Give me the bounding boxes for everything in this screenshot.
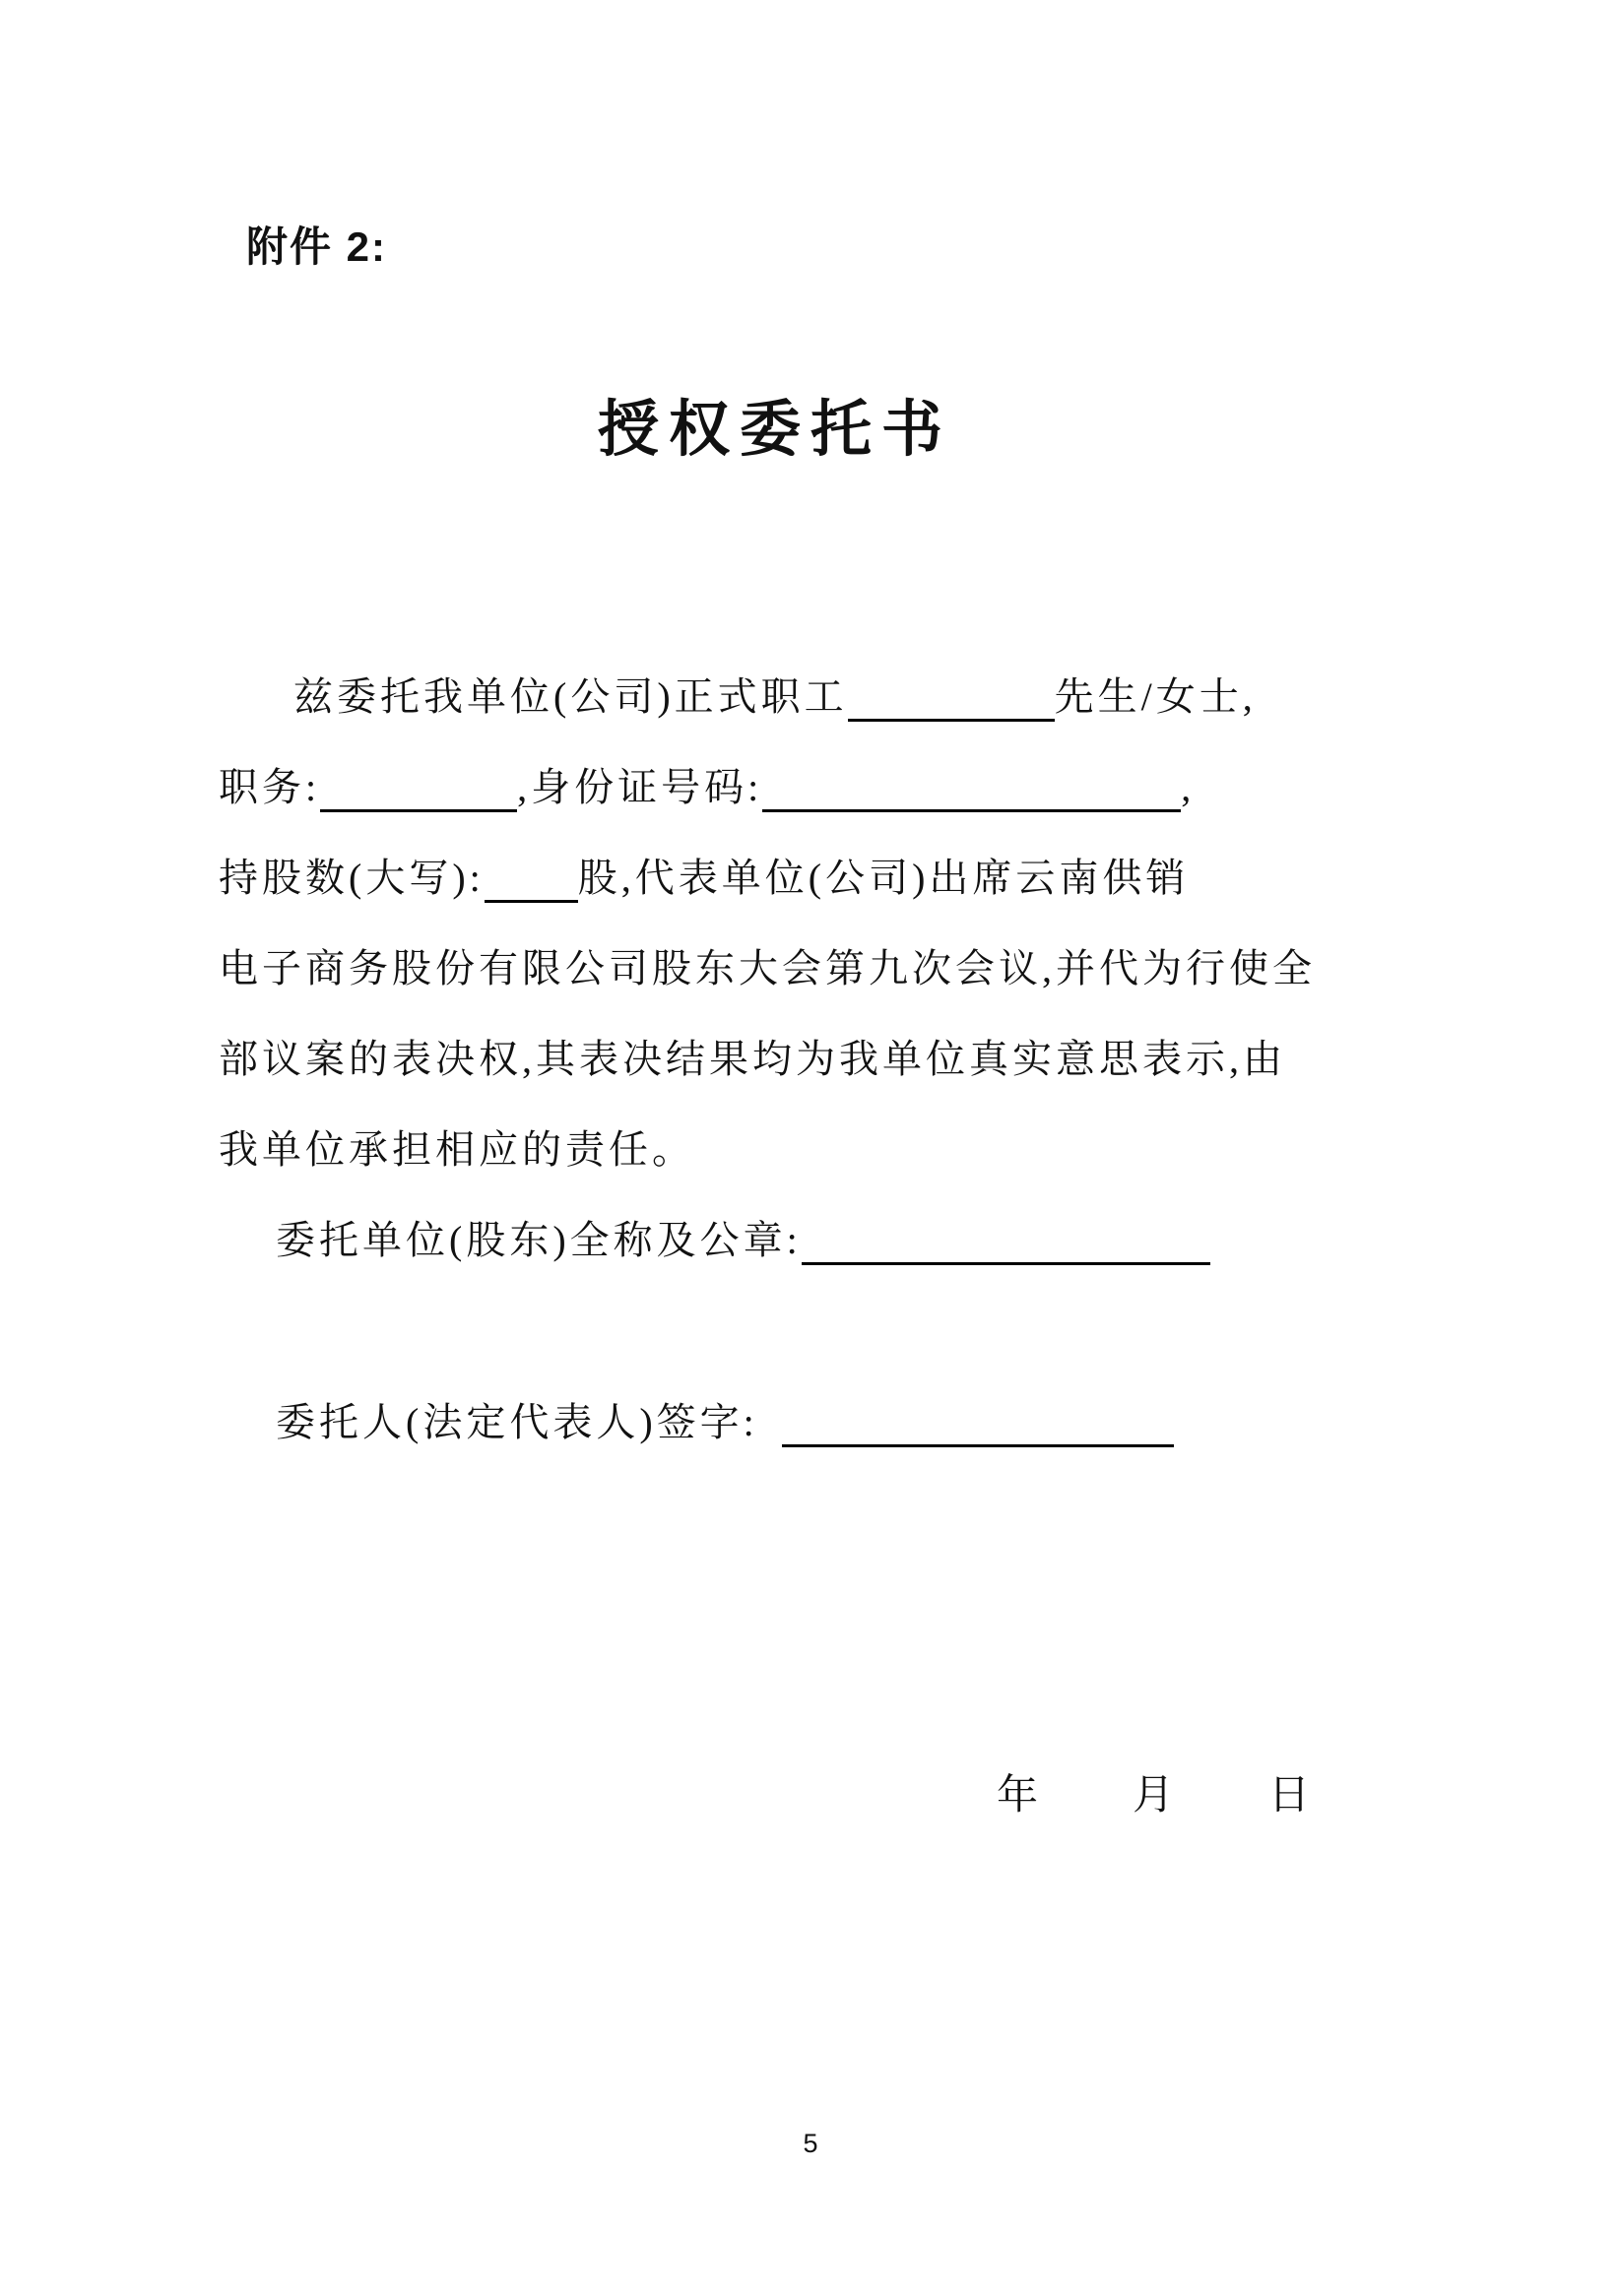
paragraph-line-6 xyxy=(219,1118,1410,1175)
paragraph-line-5 xyxy=(219,1028,1410,1084)
paragraph-line-1 xyxy=(219,666,1485,722)
line2-label-id-number: ,身份证号码: xyxy=(517,765,763,809)
paragraph-line-4 xyxy=(219,937,1410,993)
attachment-label: 附件 2: xyxy=(246,223,388,270)
blank-underline-id-number xyxy=(762,769,1181,812)
line2-label-position: 职务: xyxy=(219,765,321,809)
paragraph-line-2 xyxy=(219,756,1410,812)
line3-text-post: 股,代表单位(公司)出席云南供销 xyxy=(577,856,1190,900)
line4-text: 电子商务股份有限公司股东大会第九次会议,并代为行使全 xyxy=(219,946,1316,990)
signature-person-line xyxy=(219,1391,1467,1447)
blank-underline-position xyxy=(320,769,517,812)
line1-text-post: 先生/女士, xyxy=(1054,674,1257,719)
date-day-label: 日 xyxy=(1268,1773,1311,1818)
paragraph-line-3 xyxy=(219,847,1410,903)
blank-underline-signer-signature xyxy=(782,1404,1174,1447)
line1-text-pre: 兹委托我单位(公司)正式职工 xyxy=(293,674,848,719)
document-title: 授权委托书 xyxy=(597,397,952,464)
page-number: 5 xyxy=(803,2129,818,2158)
date-month-label: 月 xyxy=(1133,1773,1175,1818)
blank-underline-unit-name-seal xyxy=(802,1222,1210,1265)
line5-text: 部议案的表决权,其表决结果均为我单位真实意思表示,由 xyxy=(219,1037,1286,1081)
blank-underline-shares xyxy=(485,860,578,903)
line2-trailing-comma: , xyxy=(1181,765,1196,809)
signature-unit-label: 委托单位(股东)全称及公章: xyxy=(276,1218,802,1262)
line3-label-shares: 持股数(大写): xyxy=(219,856,485,900)
line6-text: 我单位承担相应的责任。 xyxy=(219,1127,695,1172)
blank-underline-employee-name xyxy=(848,678,1055,722)
signature-unit-line xyxy=(219,1209,1467,1265)
date-line xyxy=(997,1762,1310,1821)
date-year-label: 年 xyxy=(997,1773,1039,1818)
signature-person-label: 委托人(法定代表人)签字: xyxy=(276,1400,758,1444)
